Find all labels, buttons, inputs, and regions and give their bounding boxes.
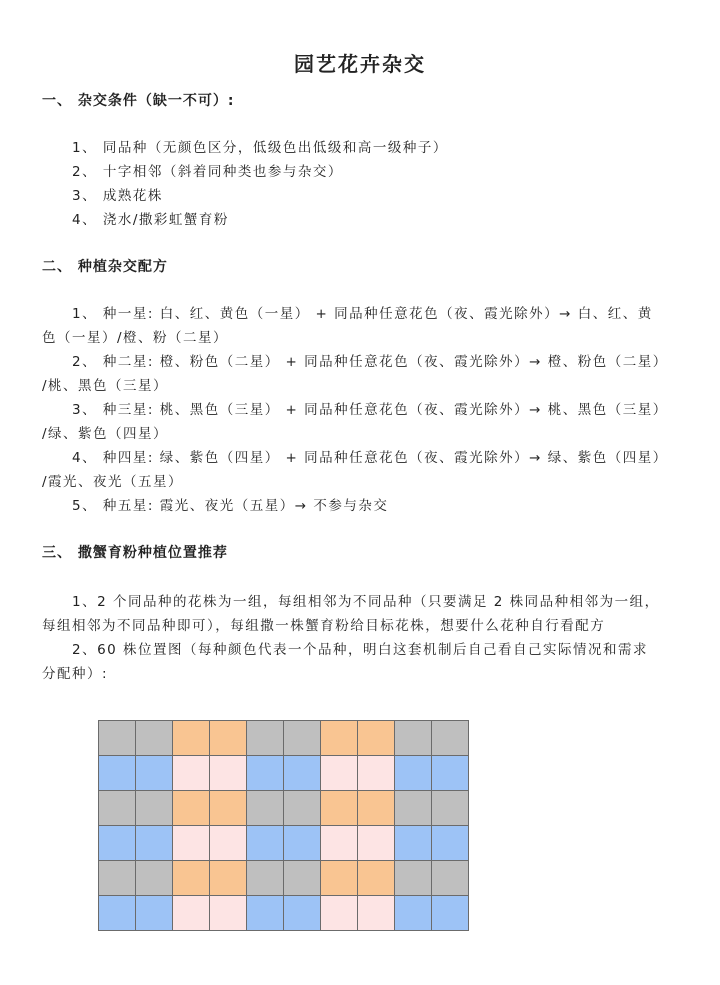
grid-cell-pink — [321, 756, 358, 791]
grid-row — [99, 826, 469, 861]
grid-cell-blue — [395, 756, 432, 791]
grid-cell-gray — [247, 721, 284, 756]
grid-cell-blue — [99, 756, 136, 791]
grid-cell-orange — [358, 791, 395, 826]
grid-cell-pink — [210, 756, 247, 791]
condition-item-2: 2、 十字相邻（斜着同种类也参与杂交） — [72, 164, 343, 180]
grid-row — [99, 721, 469, 756]
section-3-heading: 三、 撒蟹育粉种植位置推荐 — [42, 545, 228, 561]
grid-cell-pink — [358, 896, 395, 931]
grid-cell-orange — [210, 721, 247, 756]
recipe-3-line-2: /绿、紫色（四星） — [42, 426, 169, 442]
grid-cell-gray — [432, 861, 469, 896]
grid-cell-pink — [210, 826, 247, 861]
grid-cell-orange — [210, 791, 247, 826]
grid-cell-gray — [136, 861, 173, 896]
grid-row — [99, 791, 469, 826]
condition-item-1: 1、 同品种（无颜色区分，低级色出低级和高一级种子） — [72, 140, 448, 156]
grid-cell-pink — [321, 896, 358, 931]
recipe-5-line-1: 5、 种五星: 霞光、夜光（五星）→ 不参与杂交 — [72, 498, 389, 514]
grid-cell-gray — [136, 721, 173, 756]
grid-cell-blue — [284, 826, 321, 861]
grid-cell-blue — [247, 826, 284, 861]
grid-cell-blue — [284, 896, 321, 931]
grid-cell-gray — [395, 791, 432, 826]
recipe-1-line-1: 1、 种一星: 白、红、黄色（一星） + 同品种任意花色（夜、霞光除外）→ 白、红、黄 — [72, 306, 653, 322]
condition-item-3: 3、 成熟花株 — [72, 188, 163, 204]
grid-cell-pink — [210, 896, 247, 931]
grid-cell-orange — [321, 721, 358, 756]
grid-cell-blue — [432, 756, 469, 791]
grid-cell-blue — [247, 896, 284, 931]
grid-cell-orange — [173, 791, 210, 826]
grid-cell-blue — [432, 826, 469, 861]
grid-cell-blue — [136, 826, 173, 861]
grid-cell-blue — [136, 896, 173, 931]
grid-cell-orange — [358, 721, 395, 756]
grid-cell-gray — [432, 721, 469, 756]
grid-cell-gray — [284, 861, 321, 896]
grid-row — [99, 756, 469, 791]
grid-cell-orange — [321, 861, 358, 896]
grid-cell-orange — [210, 861, 247, 896]
placement-grid — [98, 720, 469, 931]
grid-cell-blue — [395, 896, 432, 931]
grid-cell-orange — [173, 721, 210, 756]
grid-cell-blue — [99, 826, 136, 861]
placement-1-line-1: 1、2 个同品种的花株为一组，每组相邻为不同品种（只要满足 2 株同品种相邻为一组， — [72, 594, 660, 610]
grid-row — [99, 896, 469, 931]
grid-cell-pink — [173, 756, 210, 791]
grid-cell-gray — [284, 791, 321, 826]
grid-cell-orange — [321, 791, 358, 826]
recipe-2-line-2: /桃、黑色（三星） — [42, 378, 169, 394]
grid-cell-blue — [136, 756, 173, 791]
grid-cell-gray — [99, 721, 136, 756]
grid-cell-pink — [173, 896, 210, 931]
grid-cell-orange — [173, 861, 210, 896]
section-2-heading: 二、 种植杂交配方 — [42, 259, 168, 275]
grid-cell-blue — [395, 826, 432, 861]
grid-cell-pink — [173, 826, 210, 861]
recipe-4-line-2: /霞光、夜光（五星） — [42, 474, 184, 490]
section-1-heading: 一、 杂交条件（缺一不可）: — [42, 93, 235, 109]
recipe-3-line-1: 3、 种三星: 桃、黑色（三星） + 同品种任意花色（夜、霞光除外）→ 桃、黑色（三星） — [72, 402, 668, 418]
recipe-1-line-2: 色（一星）/橙、粉（二星） — [42, 330, 229, 346]
placement-1-line-2: 每组相邻为不同品种即可），每组撒一株蟹育粉给目标花株，想要什么花种自行看配方 — [42, 618, 606, 634]
grid-cell-blue — [99, 896, 136, 931]
grid-cell-gray — [395, 721, 432, 756]
placement-2-line-1: 2、60 株位置图（每种颜色代表一个品种，明白这套机制后自己看自己实际情况和需求 — [72, 642, 649, 658]
grid-cell-blue — [247, 756, 284, 791]
grid-cell-blue — [284, 756, 321, 791]
grid-cell-pink — [358, 756, 395, 791]
grid-row — [99, 861, 469, 896]
grid-cell-orange — [358, 861, 395, 896]
placement-2-line-2: 分配种）: — [42, 666, 109, 682]
grid-cell-gray — [136, 791, 173, 826]
recipe-4-line-1: 4、 种四星: 绿、紫色（四星） + 同品种任意花色（夜、霞光除外）→ 绿、紫色（四星） — [72, 450, 668, 466]
grid-cell-pink — [321, 826, 358, 861]
recipe-2-line-1: 2、 种二星: 橙、粉色（二星） + 同品种任意花色（夜、霞光除外）→ 橙、粉色（二星） — [72, 354, 668, 370]
grid-cell-gray — [247, 791, 284, 826]
grid-cell-gray — [395, 861, 432, 896]
condition-item-4: 4、 浇水/撒彩虹蟹育粉 — [72, 212, 229, 228]
page-title: 园艺花卉杂交 — [294, 52, 426, 76]
grid-cell-pink — [358, 826, 395, 861]
grid-cell-blue — [432, 896, 469, 931]
grid-cell-gray — [284, 721, 321, 756]
grid-cell-gray — [247, 861, 284, 896]
grid-cell-gray — [432, 791, 469, 826]
grid-cell-gray — [99, 791, 136, 826]
grid-cell-gray — [99, 861, 136, 896]
